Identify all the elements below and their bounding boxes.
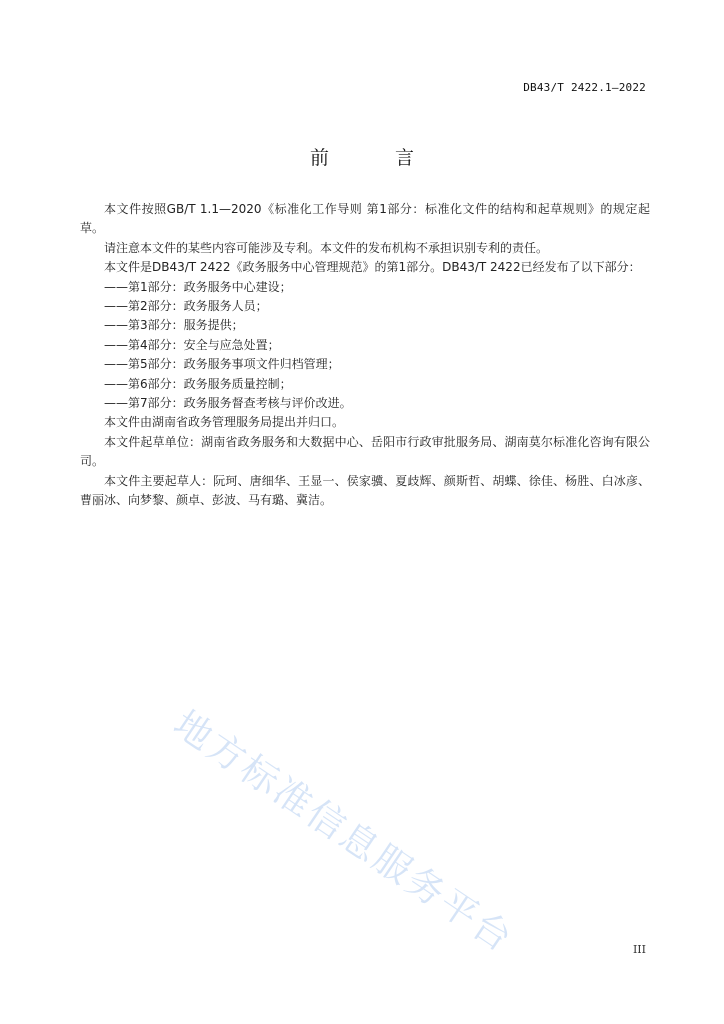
list-item-part-1: ——第1部分：政务服务中心建设； bbox=[104, 279, 292, 294]
list-item-part-7: ——第7部分：政务服务督查考核与评价改进。 bbox=[104, 396, 352, 411]
list-item-part-5: ——第5部分：政务服务事项文件归档管理； bbox=[104, 357, 340, 372]
foreword-body bbox=[80, 200, 650, 511]
paragraph-drafters: 本文件主要起草人：阮珂、唐细华、王显一、侯家骥、夏歧辉、颜斯哲、胡蝶、徐佳、杨胜、白冰彦、曹丽冰、向梦黎、颜卓、彭波、马有璐、冀洁。 bbox=[80, 473, 650, 508]
paragraph-patent-notice: 请注意本文件的某些内容可能涉及专利。本文件的发布机构不承担识别专利的责任。 bbox=[104, 240, 549, 255]
paragraph-series-intro: 本文件是DB43/T 2422《政务服务中心管理规范》的第1部分。DB43/T 2422已经发布了以下部分： bbox=[104, 260, 641, 275]
document-code: DB43/T 2422.1—2022 bbox=[523, 81, 646, 94]
list-item-part-2: ——第2部分：政务服务人员； bbox=[104, 299, 268, 314]
paragraph-proposer: 本文件由湖南省政务管理服务局提出并归口。 bbox=[104, 415, 345, 430]
list-item-part-4: ——第4部分：安全与应急处置； bbox=[104, 337, 280, 352]
watermark-text: 地方标准信息服务平台 bbox=[166, 702, 522, 962]
list-item-part-6: ——第6部分：政务服务质量控制； bbox=[104, 376, 292, 391]
page-title: 前 言 bbox=[309, 147, 445, 169]
list-item-part-3: ——第3部分：服务提供； bbox=[104, 318, 244, 333]
page-number: III bbox=[632, 943, 646, 956]
paragraph-drafting-rules: 本文件按照GB/T 1.1—2020《标准化工作导则 第1部分：标准化文件的结构和起草规则》的规定起草。 bbox=[80, 202, 650, 236]
paragraph-drafting-units: 本文件起草单位：湖南省政务服务和大数据中心、岳阳市行政审批服务局、湖南莫尔标准化咨询有限公司。 bbox=[80, 434, 650, 469]
